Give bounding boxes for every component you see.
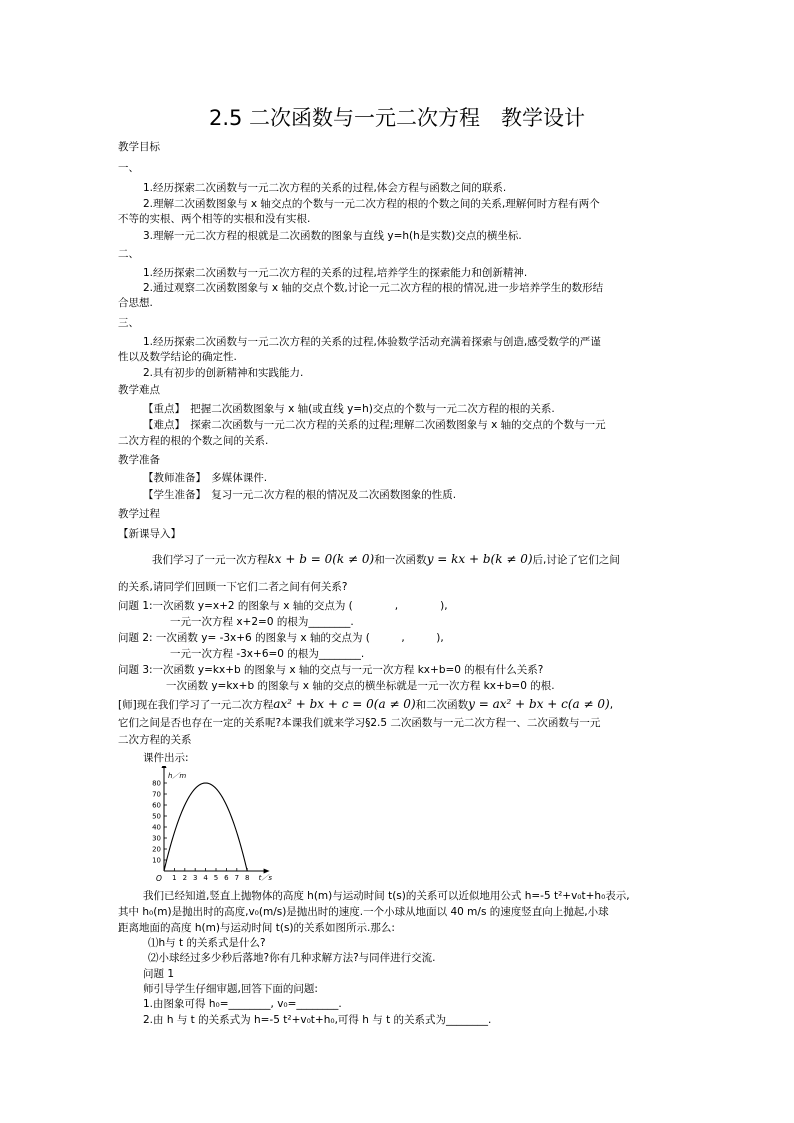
teacher-text-b: 和二次函数 (415, 699, 469, 711)
example-line-1: 我们已经知道,竖直上抛物体的高度 h(m)与运动时间 t(s)的关系可以近似地用公式 h=-5 t²+v₀t+h₀表示, (143, 890, 630, 902)
x-tick-label: 8 (244, 874, 250, 882)
objective-3-1: 1.经历探索二次函数与一元二次方程的关系的过程,体验数学活动充满着探索与创造,感受数学的严谨 (143, 336, 601, 348)
y-tick-label: 10 (152, 856, 161, 865)
x-tick-label: 5 (213, 874, 219, 882)
answer-2: 2.由 h 与 t 的关系式为 h=-5 t²+v₀t+h₀,可得 h 与 t 的关系式为________. (143, 1014, 492, 1026)
process-heading: 教学过程 (118, 508, 160, 520)
question-3-answer: 一次函数 y=kx+b 的图象与 x 轴的交点的横坐标就是一元一次方程 kx+b=0 的根. (166, 680, 555, 692)
section-2-label: 二、 (118, 248, 139, 260)
objectives-heading: 教学目标 (118, 141, 160, 153)
function-quadratic: y = ax² + bx + c(a ≠ 0) (468, 697, 610, 711)
teacher-line-3: 二次方程的关系 (118, 734, 192, 746)
series-line-height (164, 783, 247, 871)
teacher-line-2: 它们之间是否也存在一定的关系呢?本课我们就来学习§2.5 二次函数与一元二次方程一、二次函数与一元 (118, 717, 601, 729)
objective-3-1-cont: 性以及数学结论的确定性. (118, 351, 237, 363)
objective-1-1: 1.经历探索二次函数与一元二次方程的关系的过程,体会方程与函数之间的联系. (143, 182, 507, 194)
answer-1: 1.由图象可得 h₀=________, v₀=________. (143, 998, 342, 1010)
question-1: 问题 1:一次函数 y=x+2 的图象与 x 轴的交点为 ( , ), (118, 600, 448, 612)
origin-label: O (156, 874, 162, 883)
example-line-2: 其中 h₀(m)是抛出时的高度,v₀(m/s)是抛出时的速度.一个小球从地面以 40 m/s 的速度竖直向上抛起,小球 (118, 906, 609, 918)
courseware-label: 课件出示: (143, 752, 189, 764)
x-axis-arrow (264, 869, 270, 874)
teacher-text-a: [师]现在我们学习了一元二次方程 (118, 699, 274, 711)
question-3: 问题 3:一次函数 y=kx+b 的图象与 x 轴的交点与一元一次方程 kx+b=0 的根有什么关系? (118, 664, 544, 676)
objective-2-1: 1.经历探索二次函数与一元二次方程的关系的过程,培养学生的探索能力和创新精神. (143, 267, 528, 279)
section-3-label: 三、 (118, 317, 139, 329)
teacher-line-1 (118, 697, 613, 712)
student-prep: 【学生准备】 复习一元二次方程的根的情况及二次函数图象的性质. (143, 489, 457, 501)
x-tick-label: 7 (234, 874, 240, 882)
y-tick-label: 70 (152, 790, 161, 799)
teacher-text-c: , (609, 699, 614, 711)
y-tick-label: 30 (152, 834, 161, 843)
example-line-3: 距离地面的高度 h(m)与运动时间 t(s)的关系如图所示.那么: (118, 922, 395, 934)
example-question-1: ⑴h与 t 的关系式是什么? (148, 937, 266, 949)
hard-point: 【难点】 探索二次函数与一元二次方程的关系的过程;理解二次函数图象与 x 轴的交点的个数与一元 (143, 419, 606, 431)
difficulty-heading: 教学难点 (118, 384, 160, 396)
teacher-prep: 【教师准备】 多媒体课件. (143, 472, 268, 484)
function-linear: y = kx + b(k ≠ 0) (426, 552, 533, 566)
question-1-b: 一元一次方程 x+2=0 的根为________. (170, 616, 354, 628)
intro-line-1 (152, 552, 620, 567)
y-tick-label: 20 (152, 845, 161, 854)
y-tick-label: 60 (152, 801, 161, 810)
equation-quadratic: ax² + bx + c = 0(a ≠ 0) (273, 697, 416, 711)
objective-2-2: 2.通过观察二次函数图象与 x 轴的交点个数,讨论一元二次方程的根的情况,进一步培养学生的数形结 (143, 282, 604, 294)
objective-1-3: 3.理解一元二次方程的根就是二次函数的图象与直线 y=h(h是实数)交点的横坐标. (143, 230, 522, 242)
equation-linear: kx + b = 0(k ≠ 0) (267, 552, 375, 566)
objective-2-2-cont: 合思想. (118, 297, 153, 309)
height-time-chart (140, 766, 276, 888)
key-point: 【重点】 把握二次函数图象与 x 轴(或直线 y=h)交点的个数与一元二次方程的根的关系. (143, 403, 555, 415)
y-tick-label: 50 (152, 812, 161, 821)
intro-text-c: 后,讨论了它们之间 (532, 554, 620, 566)
x-tick-label: 4 (203, 874, 208, 882)
guide-text: 师引导学生仔细审题,回答下面的问题: (143, 983, 318, 995)
objective-1-2-cont: 不等的实根、两个相等的实根和没有实根. (118, 213, 311, 225)
hard-point-cont: 二次方程的根的个数之间的关系. (118, 435, 269, 447)
page-title: 2.5 二次函数与一元二次方程 教学设计 (208, 106, 586, 130)
x-tick-label: 3 (192, 874, 198, 882)
intro-text-b: 和一次函数 (374, 554, 427, 566)
section-1-label: 一、 (118, 162, 139, 174)
objective-1-2: 2.理解二次函数图象与 x 轴交点的个数与一元二次方程的根的个数之间的关系,理解何时方程有两个 (143, 198, 600, 210)
x-axis-label: t／s (258, 874, 273, 882)
y-axis-arrow (162, 766, 167, 768)
new-lesson-intro: 【新课导入】 (118, 528, 181, 540)
y-tick-label: 80 (152, 779, 161, 788)
problem-1-label: 问题 1 (143, 968, 175, 980)
x-tick-label: 1 (172, 874, 177, 882)
y-tick-label: 40 (152, 823, 161, 832)
prep-heading: 教学准备 (118, 454, 160, 466)
example-question-2: ⑵小球经过多少秒后落地?你有几种求解方法?与同伴进行交流. (148, 952, 436, 964)
x-tick-label: 2 (182, 874, 188, 882)
intro-text-a: 我们学习了一元一次方程 (152, 554, 268, 566)
question-2: 问题 2: 一次函数 y= -3x+6 的图象与 x 轴的交点为 ( , ), (118, 632, 444, 644)
y-axis-label: h／m (168, 772, 187, 780)
question-2-b: 一元一次方程 -3x+6=0 的根为________. (170, 648, 365, 660)
objective-3-2: 2.具有初步的创新精神和实践能力. (143, 367, 304, 379)
intro-line-2: 的关系,请同学们回顾一下它们二者之间有何关系? (118, 581, 348, 593)
x-tick-label: 6 (224, 874, 229, 882)
